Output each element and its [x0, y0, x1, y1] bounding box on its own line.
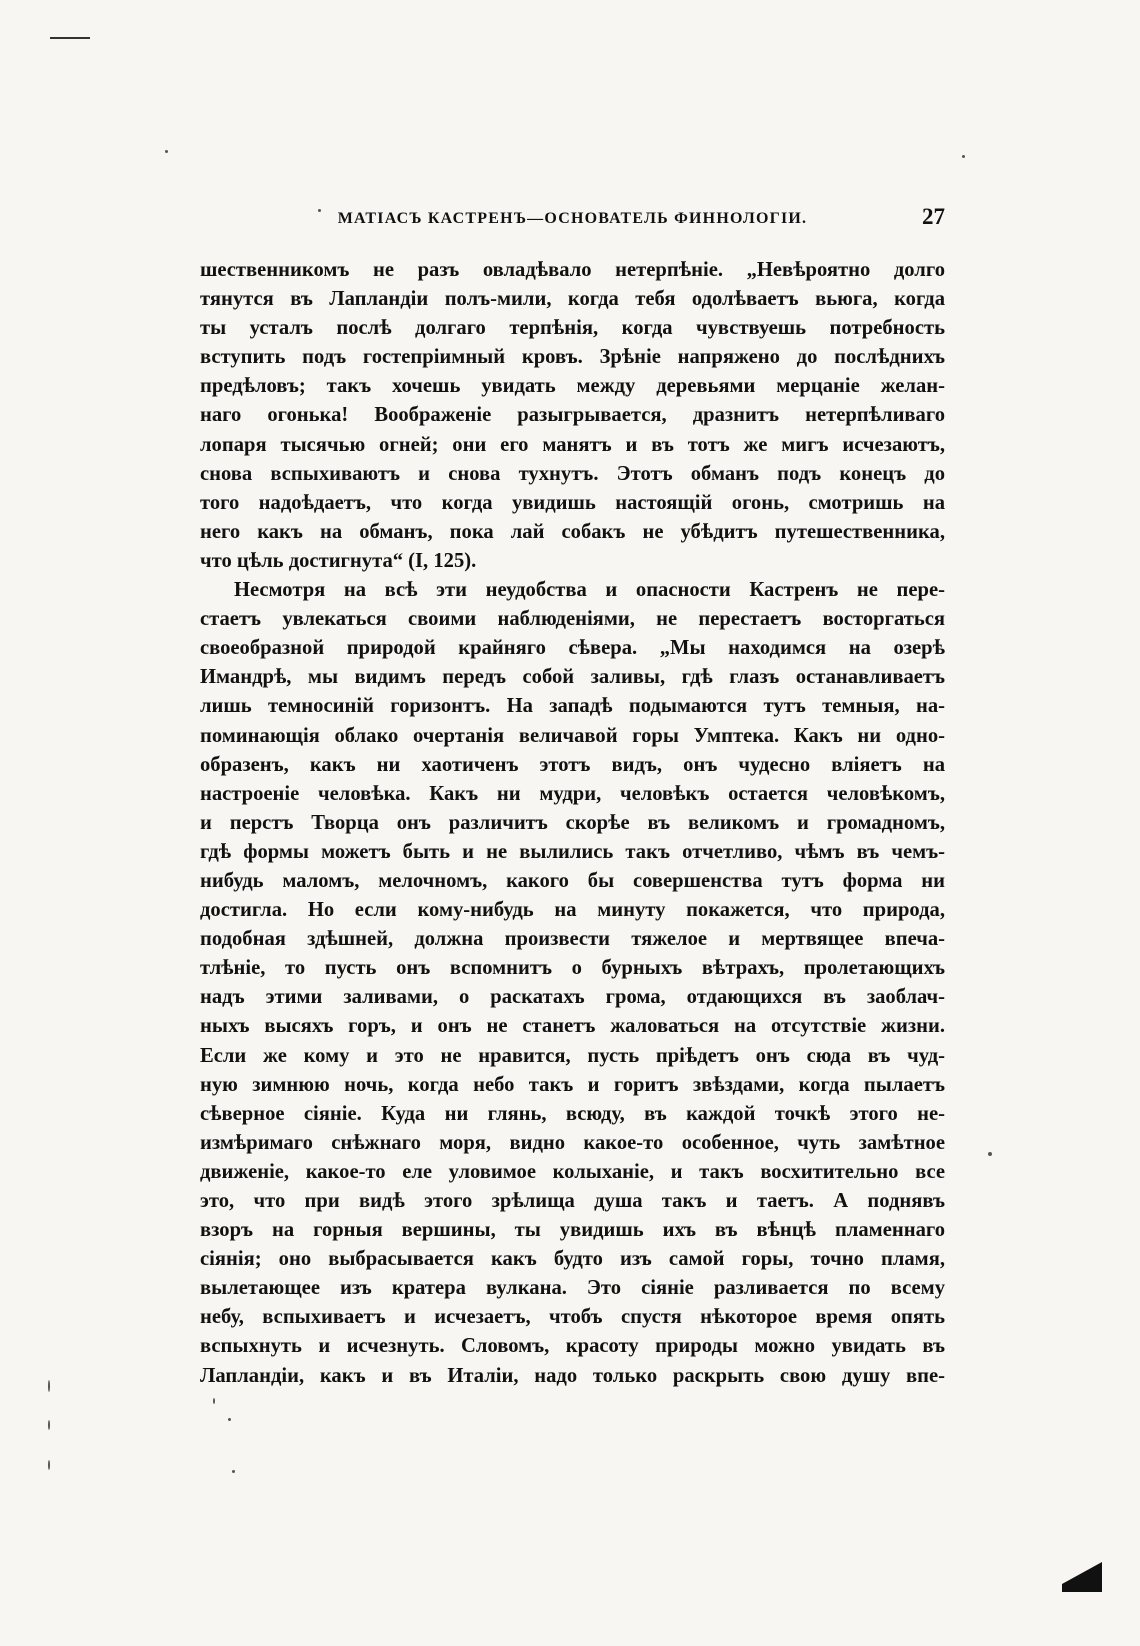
- page-number: 27: [922, 204, 945, 229]
- scan-speck: [48, 1380, 50, 1392]
- running-head: [200, 204, 945, 234]
- text-line: гдѣ формы можетъ быть и не вылились такъ отчетливо, чѣмъ въ чемъ-: [200, 840, 945, 863]
- text-line: того надоѣдаетъ, что когда увидишь настоящій огонь, смотришь на: [200, 491, 945, 514]
- text-line: нибудь маломъ, мелочномъ, какого бы совершенства тутъ форма ни: [200, 869, 945, 892]
- text-line: предѣловъ; такъ хочешь увидать между деревьями мерцаніе желан-: [200, 375, 945, 398]
- text-line: ты усталъ послѣ долгаго терпѣнія, когда чувствуешь потребность: [200, 317, 945, 340]
- text-line: и перстъ Творца онъ различитъ скорѣе въ великомъ и громадномъ,: [200, 811, 945, 834]
- text-line: что цѣль достигнута“ (I, 125).: [200, 549, 477, 572]
- text-line: лишь темносиній горизонтъ. На западѣ подымаются тутъ темныя, на-: [200, 695, 945, 718]
- text-line: подобная здѣшней, должна произвести тяжелое и мертвящее впеча-: [200, 928, 945, 951]
- body-text: [200, 256, 945, 1391]
- text-line: образенъ, какъ ни хаотиченъ этотъ видъ, онъ чудесно вліяетъ на: [200, 753, 945, 776]
- text-line: Если же кому и это не нравится, пусть пріѣдетъ онъ сюда въ чуд-: [200, 1044, 945, 1067]
- text-line: вспыхнуть и исчезнуть. Словомъ, красоту природы можно увидать въ: [200, 1335, 945, 1358]
- text-line: тянутся въ Лапландіи полъ-мили, когда тебя одолѣваетъ вьюга, когда: [200, 288, 945, 311]
- scan-speck: [48, 1460, 50, 1470]
- text-line: своеобразной природой крайняго сѣвера. „Мы находимся на озерѣ: [200, 637, 945, 660]
- text-line: вылетающее изъ кратера вулкана. Это сіяніе разливается по всему: [200, 1277, 945, 1300]
- text-line: Несмотря на всѣ эти неудобства и опасности Кастренъ не пере-: [234, 579, 945, 602]
- text-line: измѣримаго снѣжнаго моря, видно какое-то особенное, чуть замѣтное: [200, 1131, 945, 1154]
- text-line: снова вспыхиваютъ и снова тухнутъ. Этотъ обманъ подъ конецъ до: [200, 462, 945, 485]
- running-title: МАТІАСЪ КАСТРЕНЪ—ОСНОВАТЕЛЬ ФИННОЛОГІИ.: [337, 210, 808, 227]
- text-line: надъ этими заливами, о раскатахъ грома, отдающихся въ заоблач-: [200, 986, 945, 1009]
- text-line: взоръ на горныя вершины, ты увидишь ихъ въ вѣнцѣ пламеннаго: [200, 1219, 945, 1242]
- text-line: стаетъ увлекаться своими наблюденіями, не перестаетъ восторгаться: [200, 608, 945, 631]
- scan-corner-mark: [1062, 1562, 1102, 1584]
- scan-speck: [213, 1398, 215, 1404]
- text-line: лопаря тысячью огней; они его манятъ и въ тотъ же мигъ исчезаютъ,: [200, 433, 945, 456]
- scan-speck: [962, 155, 965, 158]
- text-line: движеніе, какое-то еле уловимое колыханіе, и такъ восхитительно все: [200, 1160, 945, 1183]
- text-line: поминающія облако очертанія величавой горы Умптека. Какъ ни одно-: [200, 724, 945, 747]
- text-line: Имандрѣ, мы видимъ передъ собой заливы, гдѣ глазъ останавливаетъ: [200, 666, 945, 689]
- text-line: достигла. Но если кому-нибудь на минуту покажется, что природа,: [200, 899, 945, 922]
- scan-speck: [318, 209, 321, 212]
- text-line: сѣверное сіяніе. Куда ни глянь, всюду, въ каждой точкѣ этого не-: [200, 1102, 945, 1125]
- scan-speck: [165, 150, 168, 153]
- scan-speck: [228, 1418, 231, 1421]
- text-line: небу, вспыхиваетъ и исчезаетъ, чтобъ спустя нѣкоторое время опять: [200, 1306, 945, 1329]
- text-line: настроеніе человѣка. Какъ ни мудри, человѣкъ остается человѣкомъ,: [200, 782, 945, 805]
- scan-speck: [48, 1420, 50, 1430]
- text-line: ную зимнюю ночь, когда небо такъ и горитъ звѣздами, когда пылаетъ: [200, 1073, 945, 1096]
- text-line: это, что при видѣ этого зрѣлища душа такъ и таетъ. А поднявъ: [200, 1190, 945, 1212]
- text-line: тлѣніе, то пусть онъ вспомнитъ о бурныхъ вѣтрахъ, пролетающихъ: [200, 957, 945, 980]
- text-line: ныхъ высяхъ горъ, и онъ не станетъ жаловаться на отсутствіе жизни.: [200, 1015, 945, 1038]
- text-line: Лапландіи, какъ и въ Италіи, надо только раскрыть свою душу впе-: [200, 1364, 945, 1387]
- text-line: него какъ на обманъ, пока лай собакъ не убѣдитъ путешественника,: [200, 520, 945, 543]
- text-line: вступить подъ гостепріимный кровъ. Зрѣніе напряжено до послѣднихъ: [200, 346, 945, 369]
- scan-edge-rule: [50, 37, 90, 39]
- text-line: наго огонька! Воображеніе разыгрывается, дразнитъ нетерпѣливаго: [200, 404, 945, 427]
- text-line: сіянія; оно выбрасывается какъ будто изъ самой горы, точно пламя,: [200, 1248, 945, 1271]
- scan-speck: [988, 1152, 992, 1156]
- text-line: шественникомъ не разъ овладѣвало нетерпѣніе. „Невѣроятно долго: [200, 259, 945, 281]
- scan-speck: [232, 1470, 235, 1473]
